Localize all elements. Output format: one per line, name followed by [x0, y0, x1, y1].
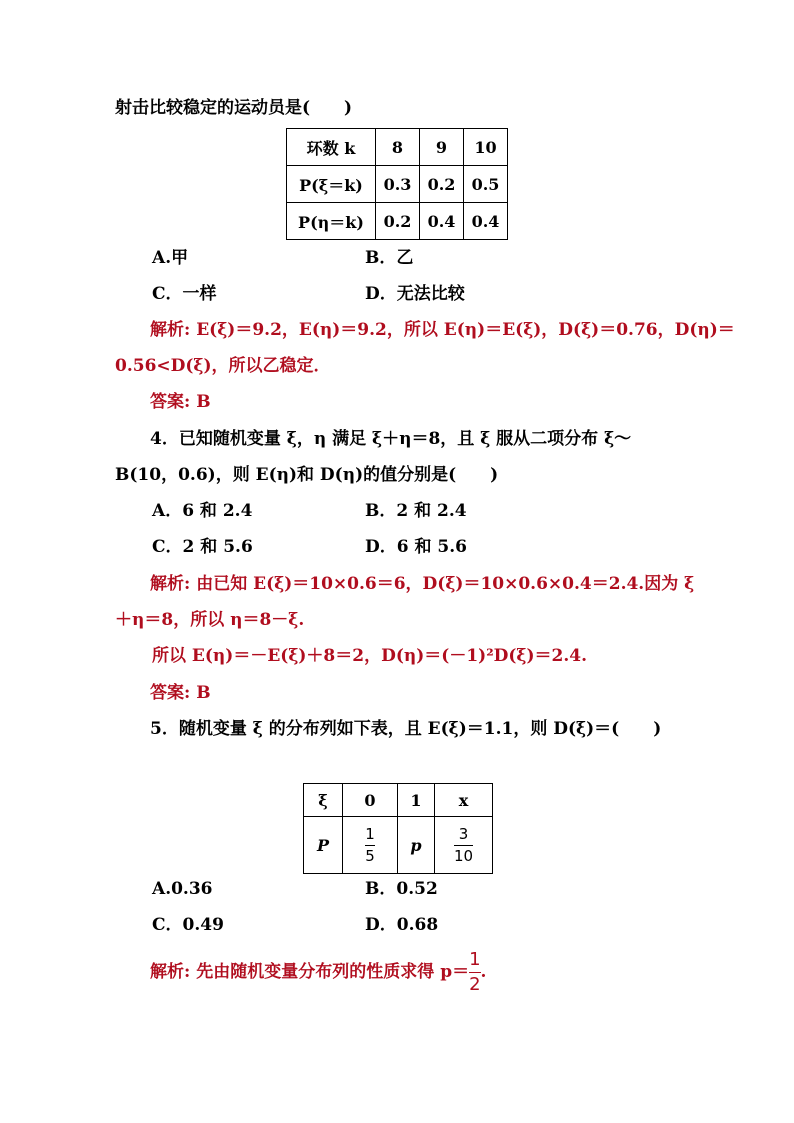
q3-option-b[interactable]: B．乙: [365, 248, 414, 268]
p-variable: p: [410, 835, 422, 855]
analysis-label: 解析:: [150, 320, 191, 340]
q5-stem: 5．随机变量 ξ 的分布列如下表，且 E(ξ)＝1.1，则 D(ξ)＝( ): [150, 719, 662, 739]
answer-label: 答案:: [150, 683, 191, 703]
table-header-cell: 1: [398, 784, 435, 817]
table-cell: 0.2: [376, 203, 420, 240]
analysis-text: 由已知 E(ξ)＝10×0.6＝6，D(ξ)＝10×0.6×0.4＝2.4.因为 ξ: [196, 574, 695, 594]
answer-label: 答案:: [150, 392, 191, 412]
q3-analysis-line1: [150, 322, 735, 339]
q5-option-c[interactable]: C．0.49: [152, 915, 224, 935]
fraction-bar: [365, 845, 375, 846]
fraction: [365, 826, 375, 864]
q3-answer: [150, 394, 211, 411]
analysis-text: 先由随机变量分布列的性质求得 p＝: [196, 961, 470, 982]
q4-analysis-line1: [150, 576, 694, 593]
q5-option-d[interactable]: D．0.68: [365, 915, 439, 935]
analysis-label: 解析:: [150, 961, 191, 982]
analysis-text: E(ξ)＝9.2，E(η)＝9.2，所以 E(η)＝E(ξ)，D(ξ)＝0.76，D(η)＝: [196, 320, 735, 340]
q4-option-c[interactable]: C．2 和 5.6: [152, 537, 253, 557]
table-header-cell: 8: [376, 129, 420, 166]
prob-symbol: P: [316, 835, 330, 855]
table-row-label: P(η＝k): [287, 203, 376, 240]
q3-analysis-line2: 0.56<D(ξ)，所以乙稳定．: [115, 356, 331, 376]
q5-option-a[interactable]: A.0.36: [152, 879, 213, 899]
answer-value: B: [196, 392, 211, 412]
result-fraction: [469, 950, 480, 995]
table-header-cell: 10: [464, 129, 508, 166]
fraction-numerator: 1: [469, 949, 481, 970]
table-cell: [343, 817, 398, 874]
fraction-denominator: 5: [365, 846, 375, 865]
table-row-label: P(ξ＝k): [287, 166, 376, 203]
q5-distribution-table: [303, 783, 493, 874]
table-cell: [398, 817, 435, 874]
answer-value: B: [196, 683, 211, 703]
table-cell: 0.5: [464, 166, 508, 203]
fraction-denominator: 10: [453, 846, 474, 865]
table-header-cell: ξ: [304, 784, 343, 817]
fraction-numerator: 1: [365, 825, 375, 843]
analysis-end: .: [480, 961, 487, 982]
q4-stem-line2: B(10，0.6)，则 E(η)和 D(η)的值分别是( ): [115, 465, 499, 485]
q3-stem: 射击比较稳定的运动员是( ): [115, 98, 353, 118]
table-cell: [435, 817, 493, 874]
table-row-label: [304, 817, 343, 874]
table-header-cell: 环数 k: [287, 129, 376, 166]
table-cell: 0.3: [376, 166, 420, 203]
fraction-bar: [454, 845, 473, 846]
table-cell: 0.2: [420, 166, 464, 203]
q3-option-c[interactable]: C．一样: [152, 284, 217, 304]
table-cell: 0.4: [464, 203, 508, 240]
table-header-cell: 0: [343, 784, 398, 817]
q4-analysis-line3: 所以 E(η)＝－E(ξ)＋8＝2，D(η)＝(－1)²D(ξ)＝2.4.: [152, 646, 588, 666]
q5-option-b[interactable]: B．0.52: [365, 879, 438, 899]
table-header-cell: 9: [420, 129, 464, 166]
q4-stem-line1: 4．已知随机变量 ξ，η 满足 ξ＋η＝8，且 ξ 服从二项分布 ξ～: [150, 429, 632, 449]
q4-analysis-line2: ＋η＝8，所以 η＝8－ξ.: [115, 610, 305, 630]
fraction-numerator: 3: [458, 825, 469, 843]
q4-answer: [150, 685, 211, 702]
q4-option-a[interactable]: A．6 和 2.4: [152, 501, 253, 521]
fraction-bar: [469, 972, 480, 973]
q3-option-a[interactable]: A.甲: [152, 248, 189, 268]
table-cell: 0.4: [420, 203, 464, 240]
analysis-label: 解析:: [150, 574, 191, 594]
table-header-cell: x: [435, 784, 493, 817]
q3-distribution-table: [286, 128, 508, 240]
q4-option-d[interactable]: D．6 和 5.6: [365, 537, 467, 557]
fraction: [454, 826, 473, 864]
fraction-denominator: 2: [469, 973, 481, 995]
q4-option-b[interactable]: B．2 和 2.4: [365, 501, 467, 521]
q5-analysis: [150, 950, 486, 995]
q3-option-d[interactable]: D．无法比较: [365, 284, 465, 304]
